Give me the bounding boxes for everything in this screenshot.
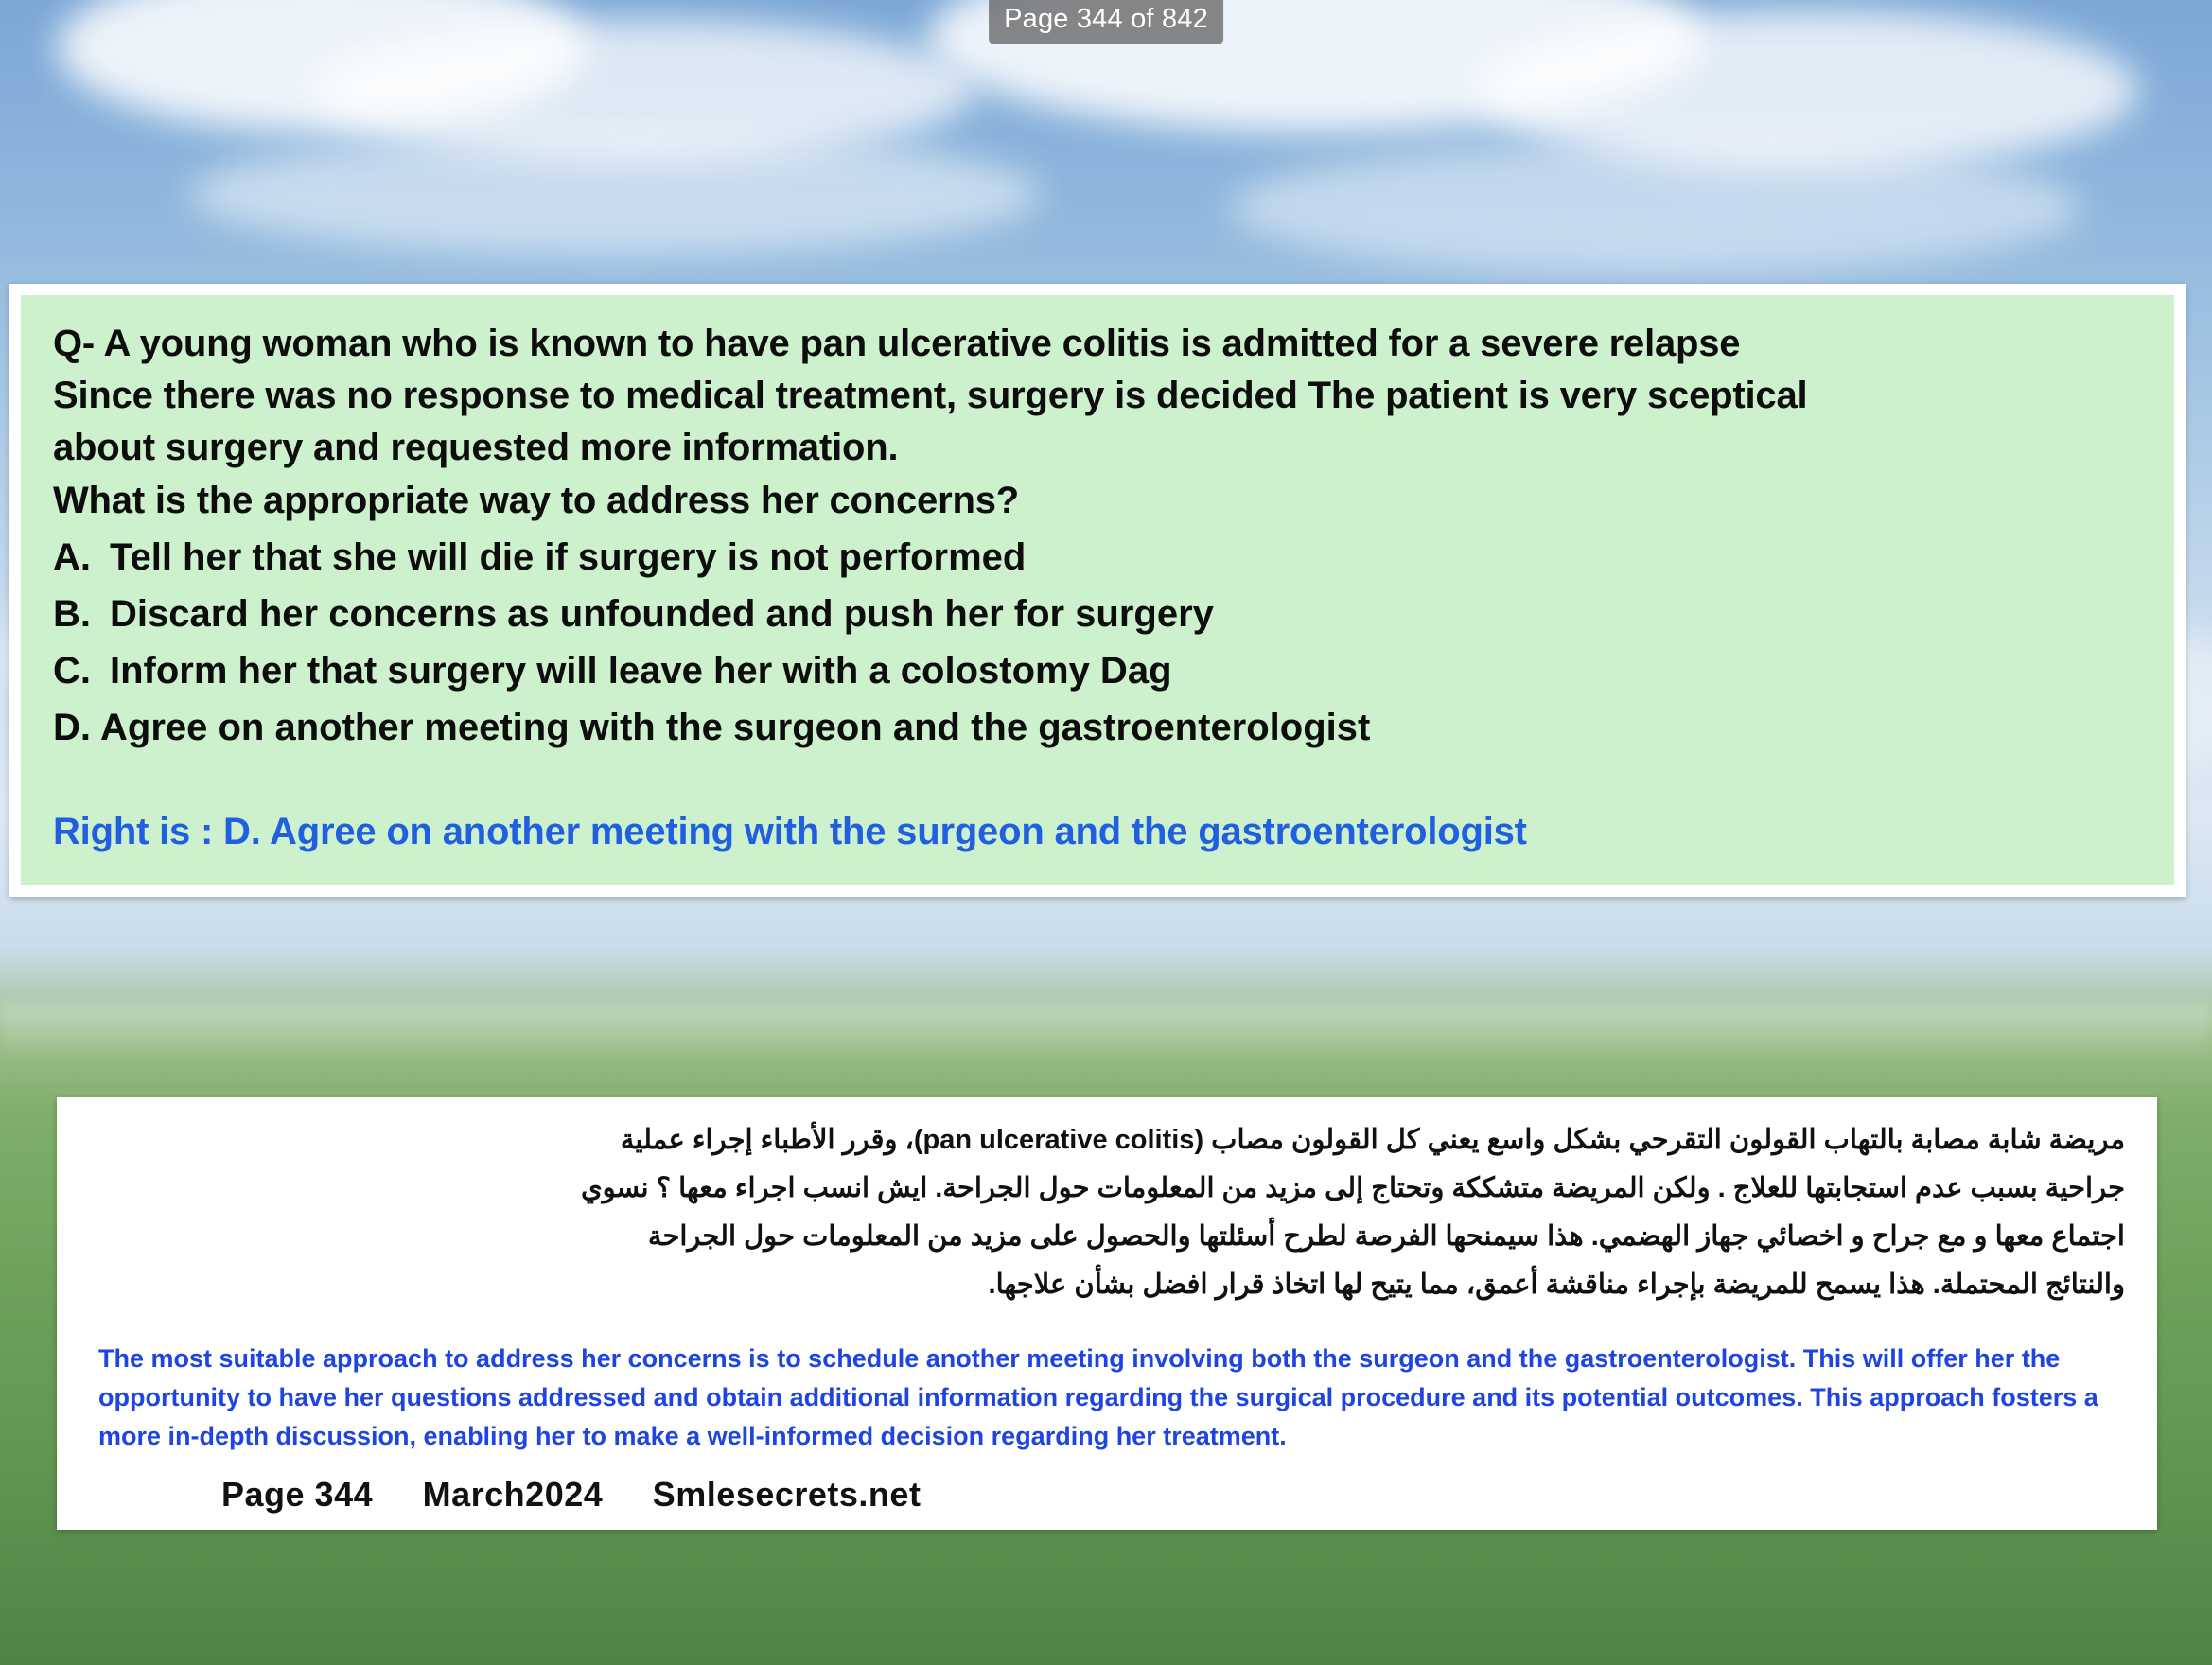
option-d[interactable] [53, 703, 2142, 752]
question-card [9, 284, 2186, 897]
arabic-explanation-line: اجتماع معها و مع جراح و اخصائي جهاز الهضمي. هذا سيمنحها الفرصة لطرح أسئلتها والحصول على مزيد من المعلومات حول الجراحة [647, 1220, 2125, 1252]
option-b-label: B. [53, 592, 91, 635]
cloud-shape [1230, 142, 2081, 274]
page-indicator: Page 344 of 842 [989, 0, 1223, 44]
horizon-line [0, 1003, 2212, 1060]
option-d-text: Agree on another meeting with the surgeon and the gastroenterologist [100, 706, 1371, 748]
cloud-shape [189, 132, 1041, 255]
correct-answer: Right is : D. Agree on another meeting with the surgeon and the gastroenterologist [53, 810, 1527, 852]
question-body [21, 295, 2174, 885]
question-line: about surgery and requested more information. [53, 427, 899, 469]
footer-date: March2024 [422, 1474, 604, 1514]
option-a[interactable] [53, 533, 2142, 582]
question-line: Since there was no response to medical treatment, surgery is decided The patient is very sceptical [53, 375, 1808, 417]
arabic-explanation-line: مريضة شابة مصابة بالتهاب القولون التقرحي بشكل واسع يعني كل القولون مصاب (pan ulcerative colitis)، وقرر الأطباء إجراء عملية [620, 1125, 2125, 1155]
option-a-label: A. [53, 535, 91, 578]
english-explanation: The most suitable approach to address her concerns is to schedule another meeting involving both the surgeon and the gastroenterologist. This will offer her the opportunity to have her questions addressed and obtain additional information regarding the surgical procedure and its potential outcomes. This approach fosters a more in-depth discussion, enabling her to make a well-informed decision regarding her treatment. [98, 1343, 2098, 1450]
footer-site: Smlesecrets.net [652, 1474, 922, 1514]
question-line: Q- A young woman who is known to have pan ulcerative colitis is admitted for a severe relapse [53, 323, 1741, 364]
question-prompt: What is the appropriate way to address her concerns? [53, 479, 1019, 521]
option-b-text: Discard her concerns as unfounded and push her for surgery [110, 592, 1214, 635]
arabic-explanation-line: جراحية بسبب عدم استجابتها للعلاج . ولكن المريضة متشككة وتحتاج إلى مزيد من المعلومات حول الجراحة. ايش انسب اجراء معها ؟ نسوي [580, 1172, 2125, 1203]
option-d-label: D. [53, 706, 91, 748]
arabic-explanation-line: والنتائج المحتملة. هذا يسمح للمريضة بإجراء مناقشة أعمق، مما يتيح لها اتخاذ قرار افضل بشأن علاجها. [988, 1269, 2125, 1300]
option-c[interactable] [53, 646, 2142, 695]
explanation-card [57, 1097, 2157, 1530]
footer [221, 1475, 2125, 1515]
option-c-label: C. [53, 649, 91, 692]
footer-page: Page 344 [221, 1474, 374, 1514]
option-a-text: Tell her that she will die if surgery is not performed [110, 535, 1027, 578]
option-c-text: Inform her that surgery will leave her with a colostomy Dag [110, 649, 1172, 692]
option-b[interactable] [53, 589, 2142, 639]
